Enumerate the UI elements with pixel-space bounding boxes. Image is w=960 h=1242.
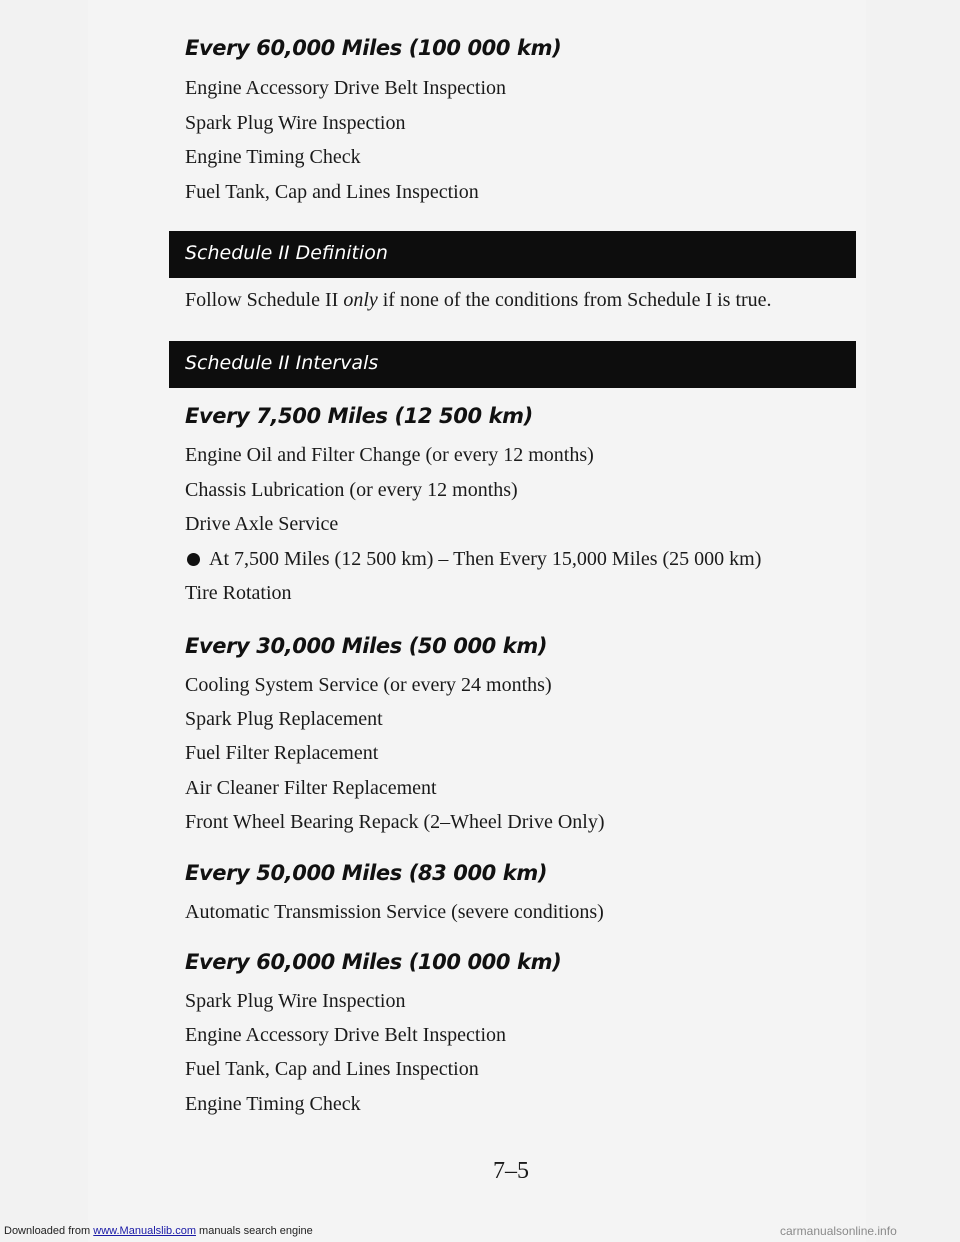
banner-title: Schedule II Intervals bbox=[185, 352, 379, 374]
bullet-icon bbox=[187, 553, 200, 566]
definition-paragraph bbox=[185, 289, 772, 312]
list-item: Automatic Transmission Service (severe conditions) bbox=[185, 901, 604, 923]
list-item: Front Wheel Bearing Repack (2–Wheel Drive Only) bbox=[185, 811, 605, 833]
list-item: Spark Plug Wire Inspection bbox=[185, 990, 406, 1012]
list-item: Drive Axle Service bbox=[185, 513, 339, 535]
page-number: 7–5 bbox=[493, 1158, 529, 1184]
section-heading-60000-top: Every 60,000 Miles (100 000 km) bbox=[185, 36, 562, 60]
list-item: Spark Plug Wire Inspection bbox=[185, 112, 406, 134]
list-item: Cooling System Service (or every 24 months) bbox=[185, 674, 552, 696]
manualslib-link[interactable]: www.Manualslib.com bbox=[93, 1225, 196, 1237]
download-footer bbox=[4, 1225, 313, 1237]
definition-emphasis: only bbox=[343, 289, 378, 311]
section-heading-60000: Every 60,000 Miles (100 000 km) bbox=[185, 950, 562, 974]
list-item: Spark Plug Replacement bbox=[185, 708, 383, 730]
footer-prefix: Downloaded from bbox=[4, 1225, 94, 1237]
list-item: Tire Rotation bbox=[185, 582, 292, 604]
watermark: carmanualsonline.info bbox=[780, 1224, 897, 1238]
list-item: Engine Oil and Filter Change (or every 12 months) bbox=[185, 444, 594, 466]
list-item: Engine Timing Check bbox=[185, 146, 361, 168]
section-heading-30000: Every 30,000 Miles (50 000 km) bbox=[185, 634, 548, 658]
banner-title: Schedule II Definition bbox=[185, 242, 388, 264]
bullet-text: At 7,500 Miles (12 500 km) – Then Every 15,000 Miles (25 000 km) bbox=[209, 548, 762, 570]
bullet-row bbox=[187, 548, 761, 571]
list-item: Fuel Tank, Cap and Lines Inspection bbox=[185, 181, 479, 203]
list-item: Chassis Lubrication (or every 12 months) bbox=[185, 479, 518, 501]
list-item: Fuel Tank, Cap and Lines Inspection bbox=[185, 1058, 479, 1080]
definition-text-before: Follow Schedule II bbox=[185, 289, 344, 311]
section-heading-7500: Every 7,500 Miles (12 500 km) bbox=[185, 404, 533, 428]
footer-suffix: manuals search engine bbox=[195, 1225, 313, 1237]
section-heading-50000: Every 50,000 Miles (83 000 km) bbox=[185, 861, 548, 885]
definition-text-after: if none of the conditions from Schedule I is true. bbox=[377, 289, 772, 311]
list-item: Engine Accessory Drive Belt Inspection bbox=[185, 77, 507, 99]
schedule-ii-definition-banner bbox=[169, 231, 856, 278]
list-item: Engine Accessory Drive Belt Inspection bbox=[185, 1024, 507, 1046]
list-item: Fuel Filter Replacement bbox=[185, 742, 379, 764]
schedule-ii-intervals-banner bbox=[169, 341, 856, 388]
list-item: Engine Timing Check bbox=[185, 1093, 361, 1115]
list-item: Air Cleaner Filter Replacement bbox=[185, 777, 437, 799]
